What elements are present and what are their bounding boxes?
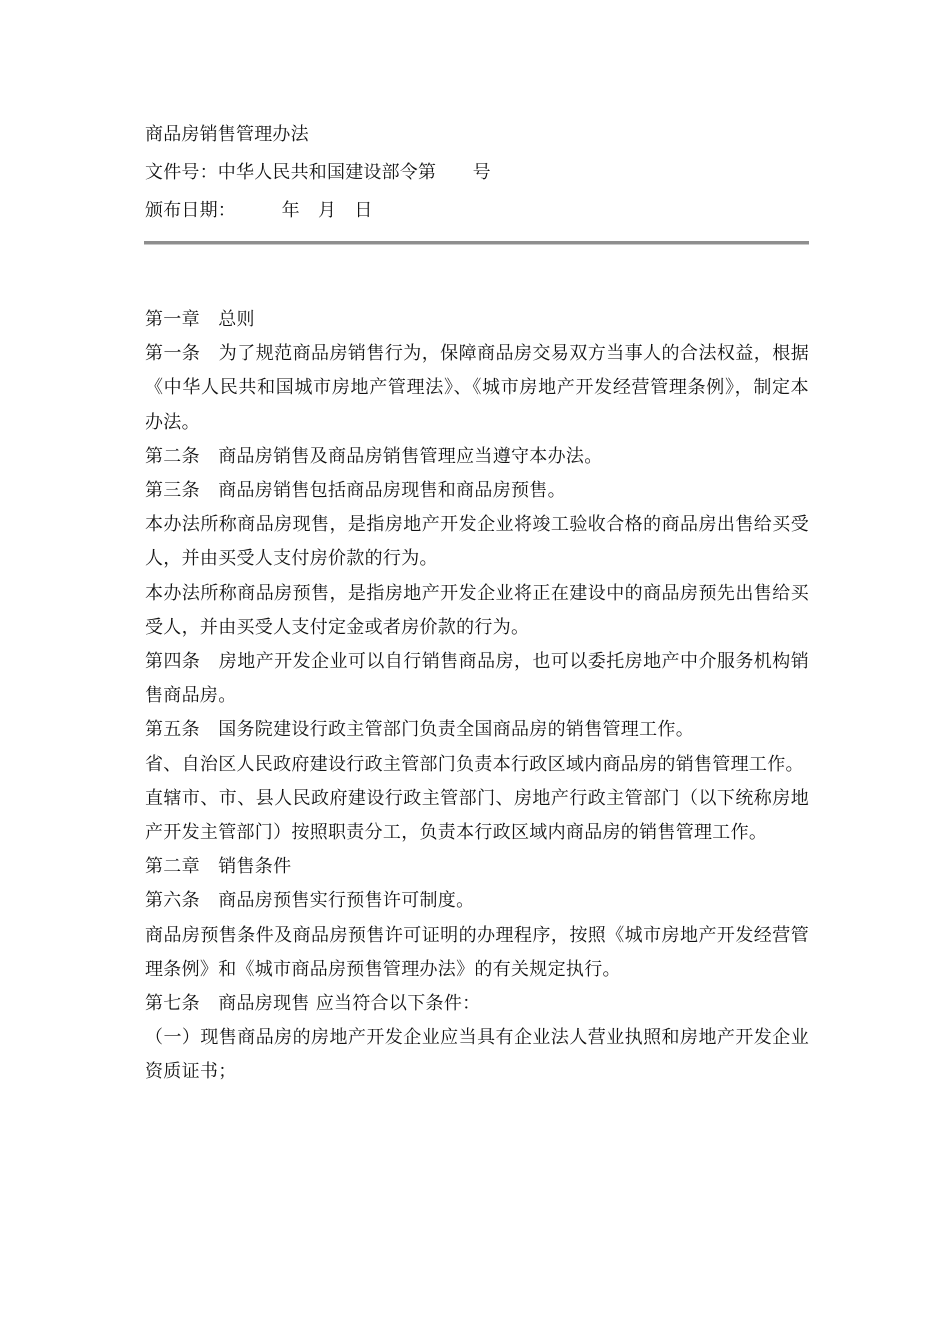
article-paragraph: 第六条 商品房预售实行预售许可制度。 bbox=[145, 890, 475, 912]
article-paragraph: 第四条 房地产开发企业可以自行销售商品房，也可以委托房地产中介服务机构销售商品房。 bbox=[145, 651, 809, 707]
body-paragraph: 本办法所称商品房现售，是指房地产开发企业将竣工验收合格的商品房出售给买受人，并由买受人支付房价款的行为。 bbox=[145, 514, 809, 570]
article-paragraph: 第三条 商品房销售包括商品房现售和商品房预售。 bbox=[145, 480, 566, 502]
article-paragraph: 第五条 国务院建设行政主管部门负责全国商品房的销售管理工作。 bbox=[145, 719, 694, 741]
body-paragraph: 本办法所称商品房预售，是指房地产开发企业将正在建设中的商品房预先出售给买受人，并由买受人支付定金或者房价款的行为。 bbox=[145, 582, 809, 638]
document-header bbox=[145, 116, 809, 230]
article-paragraph: 第七条 商品房现售 应当符合以下条件： bbox=[145, 993, 481, 1015]
chapter-heading: 第二章 销售条件 bbox=[145, 856, 292, 878]
issue-date: 颁布日期： 年 月 日 bbox=[145, 200, 373, 221]
article-paragraph: 第二条 商品房销售及商品房销售管理应当遵守本办法。 bbox=[145, 445, 603, 467]
chapter-heading: 第一章 总则 bbox=[145, 309, 255, 330]
body-paragraph: 直辖市、市、县人民政府建设行政主管部门、房地产行政主管部门（以下统称房地产开发主管部门）按照职责分工，负责本行政区域内商品房的销售管理工作。 bbox=[145, 787, 809, 844]
document-number: 文件号：中华人民共和国建设部令第 号 bbox=[145, 162, 491, 183]
header-divider bbox=[144, 241, 809, 245]
document-body bbox=[145, 303, 809, 1090]
body-paragraph: 省、自治区人民政府建设行政主管部门负责本行政区域内商品房的销售管理工作。 bbox=[145, 753, 804, 775]
article-paragraph: 第一条 为了规范商品房销售行为，保障商品房交易双方当事人的合法权益，根据《中华人民共和国城市房地产管理法》、《城市房地产开发经营管理条例》，制定本办法。 bbox=[145, 343, 809, 433]
document-title: 商品房销售管理办法 bbox=[145, 124, 309, 145]
body-paragraph: 商品房预售条件及商品房预售许可证明的办理程序，按照《城市房地产开发经营管理条例》和《城市商品房预售管理办法》的有关规定执行。 bbox=[145, 924, 809, 980]
list-item: （一）现售商品房的房地产开发企业应当具有企业法人营业执照和房地产开发企业资质证书； bbox=[145, 1027, 809, 1083]
